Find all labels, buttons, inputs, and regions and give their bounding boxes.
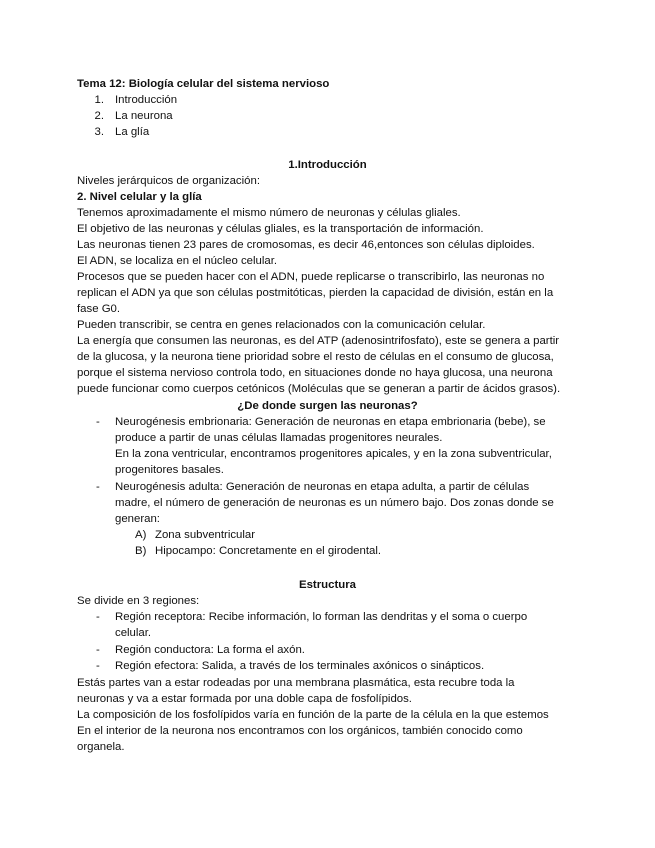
- toc-item: Introducción: [115, 94, 178, 106]
- paragraph-line: Las neuronas tienen 23 pares de cromosomas, es decir 46,entonces son células diploides.: [77, 239, 535, 251]
- list-letter: A): [135, 529, 147, 541]
- paragraph-line: Procesos que se pueden hacer con el ADN, puede replicarse o transcribirlo, las neuronas no: [77, 271, 545, 283]
- list-item-line: madre, el número de generación de neuronas es un número bajo. Dos zonas donde se: [115, 497, 554, 509]
- bullet-dash: -: [96, 644, 100, 656]
- paragraph-line: fase G0.: [77, 303, 121, 315]
- paragraph-line: puede funcionar como cuerpos cetónicos (Moléculas que se generan a partir de ácidos grasos).: [77, 383, 561, 395]
- list-item-line: Región conductora: La forma el axón.: [115, 644, 305, 656]
- list-item-line: Región efectora: Salida, a través de los terminales axónicos o sinápticos.: [115, 660, 485, 672]
- list-item-line: Neurogénesis embrionaria: Generación de neuronas en etapa embrionaria (bebe), se: [115, 416, 546, 428]
- paragraph-line: Se divide en 3 regiones:: [77, 595, 200, 607]
- paragraph-line: El ADN, se localiza en el núcleo celular.: [77, 255, 278, 267]
- section-heading-estructura: Estructura: [299, 579, 356, 591]
- paragraph-line: La composición de los fosfolípidos varía en función de la parte de la célula en la que estemos: [77, 709, 549, 721]
- document-title: Tema 12: Biología celular del sistema nervioso: [77, 78, 330, 90]
- paragraph-line: Pueden transcribir, se centra en genes relacionados con la comunicación celular.: [77, 319, 486, 331]
- bullet-dash: -: [96, 416, 100, 428]
- paragraph-line: replican el ADN ya que son células postmitóticas, pierden la capacidad de división, están en la: [77, 287, 554, 299]
- toc-number: 1.: [94, 94, 104, 106]
- bullet-dash: -: [96, 660, 100, 672]
- subsection-heading: 2. Nivel celular y la glía: [77, 191, 202, 203]
- paragraph-line: Tenemos aproximadamente el mismo número de neuronas y células gliales.: [77, 207, 461, 219]
- list-item: Hipocampo: Concretamente en el girodental.: [155, 545, 382, 557]
- list-item-line: Neurogénesis adulta: Generación de neuronas en etapa adulta, a partir de células: [115, 481, 530, 493]
- list-item-line: En la zona ventricular, encontramos progenitores apicales, y en la zona subventricular,: [115, 448, 552, 460]
- paragraph-line: neuronas y va a estar formada por una doble capa de fosfolípidos.: [77, 693, 412, 705]
- list-item-line: Región receptora: Recibe información, lo forman las dendritas y el soma o cuerpo: [115, 611, 528, 623]
- paragraph-line: Niveles jerárquicos de organización:: [77, 175, 260, 187]
- section-heading-origen: ¿De donde surgen las neuronas?: [237, 400, 418, 412]
- section-heading-intro: 1.Introducción: [288, 159, 367, 171]
- paragraph-line: de la glucosa, y la neurona tiene prioridad sobre el resto de células en el consumo de glucosa,: [77, 351, 554, 363]
- paragraph-line: Estás partes van a estar rodeadas por una membrana plasmática, esta recubre toda la: [77, 677, 515, 689]
- list-letter: B): [135, 545, 147, 557]
- paragraph-line: La energía que consumen las neuronas, es del ATP (adenosintrifosfato), este se genera a partir: [77, 335, 560, 347]
- list-item-line: generan:: [115, 513, 160, 525]
- paragraph-line: organela.: [77, 741, 125, 753]
- bullet-dash: -: [96, 481, 100, 493]
- toc-item: La neurona: [115, 110, 173, 122]
- paragraph-line: El objetivo de las neuronas y células gliales, es la transportación de información.: [77, 223, 484, 235]
- toc-number: 2.: [94, 110, 104, 122]
- paragraph-line: porque el sistema nervioso controla todo, en situaciones donde no haya glucosa, una neurona: [77, 367, 553, 379]
- list-item-line: progenitores basales.: [115, 464, 224, 476]
- list-item-line: celular.: [115, 627, 152, 639]
- bullet-dash: -: [96, 611, 100, 623]
- list-item-line: produce a partir de unas células llamadas progenitores neurales.: [115, 432, 443, 444]
- toc-item: La glía: [115, 126, 150, 138]
- toc-number: 3.: [94, 126, 104, 138]
- list-item: Zona subventricular: [155, 529, 256, 541]
- paragraph-line: En el interior de la neurona nos encontramos con los orgánicos, también conocido como: [77, 725, 523, 737]
